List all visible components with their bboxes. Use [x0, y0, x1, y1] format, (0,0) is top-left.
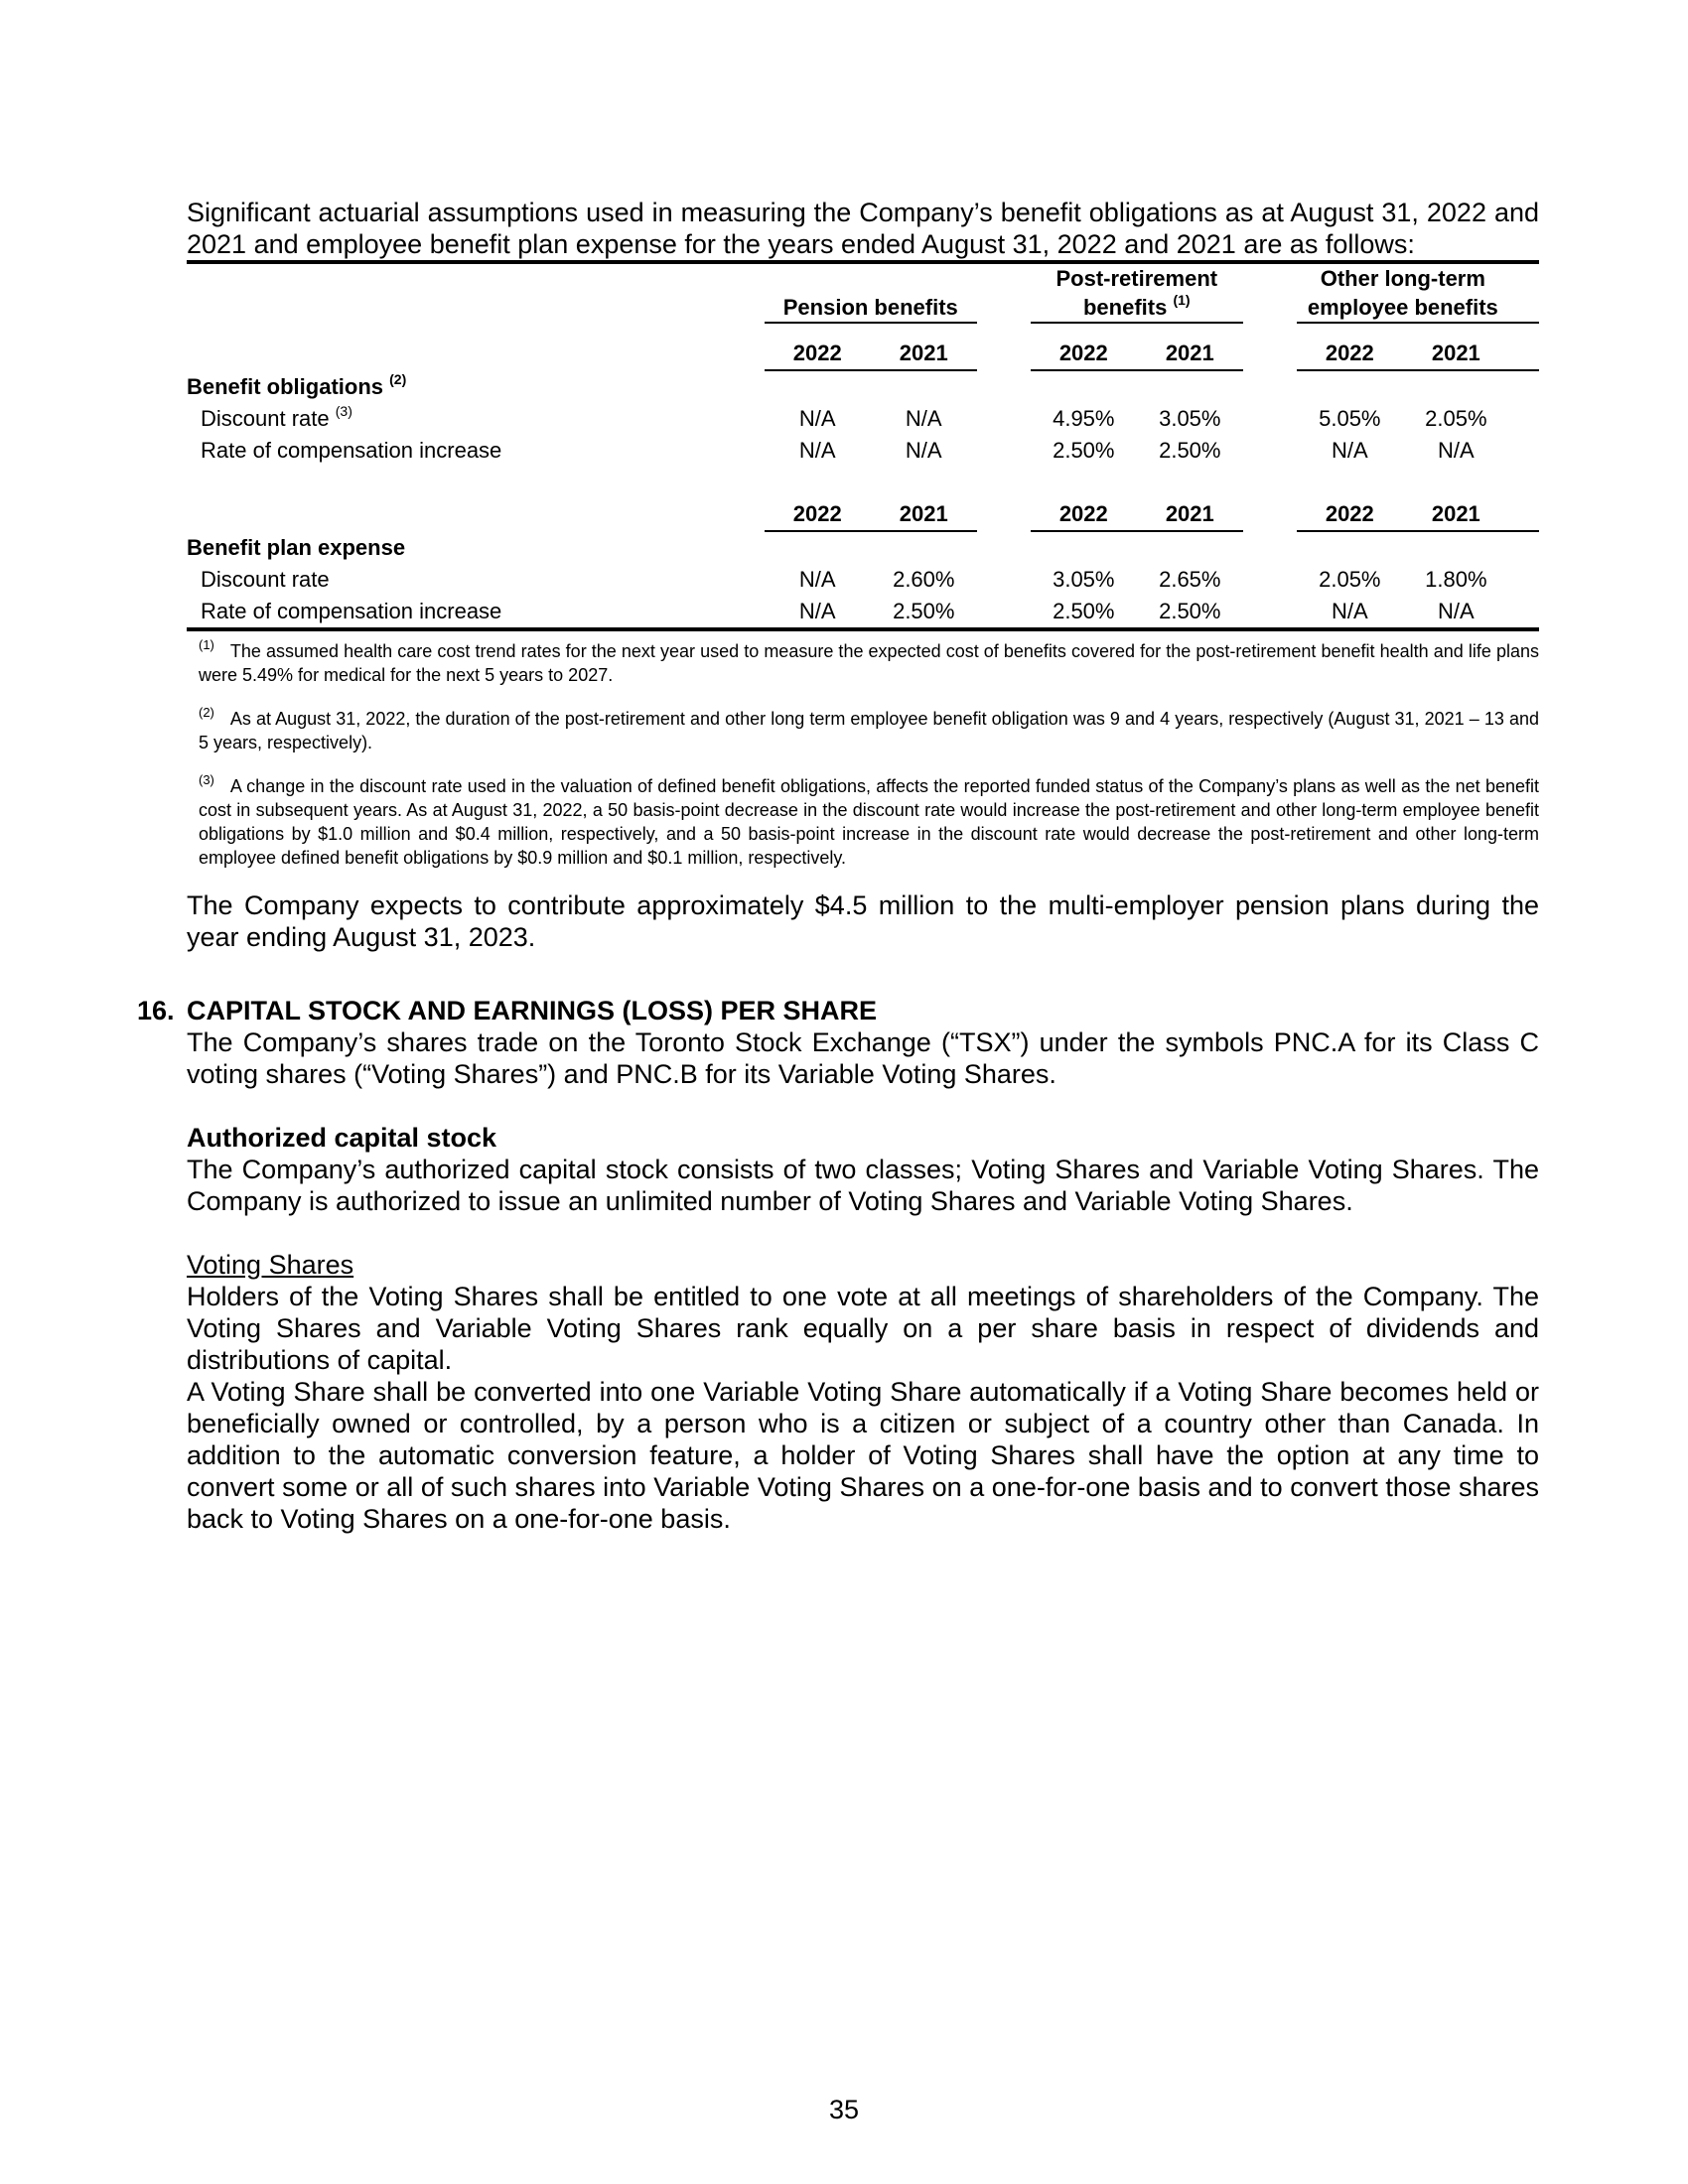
contribution-paragraph: The Company expects to contribute approximately $4.5 million to the multi-employer pension plans during the year ending August 31, 2023.: [187, 890, 1539, 952]
shares-trading-paragraph: The Company’s shares trade on the Toronto Stock Exchange (“TSX”) under the symbols PNC.A for its Class C voting shares (“Voting Shares”) and PNC.B for its Variable Voting Shares.: [187, 1027, 1539, 1089]
section-benefit-obligations: Benefit obligations $^{(2)}$: [187, 371, 407, 399]
authorized-capital-paragraph: The Company’s authorized capital stock consists of two classes; Voting Shares and Variable Voting Shares. The Company is authorized to issue an unlimited number of Voting Shares and Variable Voting Shares.: [187, 1155, 1539, 1216]
page-number: 35: [828, 2095, 860, 2124]
table-row: Discount rate N/A 2.60% 3.05% 2.65% 2.05% 1.80%: [201, 567, 1487, 592]
authorized-capital-heading: Authorized capital stock: [187, 1123, 497, 1153]
year-header-row: 2022 2021 2022 2021 2022 2021: [187, 498, 1539, 531]
footnote-2: $^{(2)}$ As at August 31, 2022, the duration of the post-retirement and other long term employee benefit obligation was 9 and 4 years, respectively (August 31, 2021 – 13 and 5 years, respectively).: [199, 705, 1539, 752]
group-other-long-term: Other long-term employee benefits: [1297, 262, 1509, 323]
table-footnotes: [187, 639, 1539, 870]
document-page: [137, 197, 1539, 1535]
year-header-row: 2022 2021 2022 2021 2022 2021: [187, 338, 1539, 370]
table-row: Rate of compensation increase N/A 2.50% 2.50% 2.50% N/A N/A: [201, 599, 1475, 623]
table-row: Rate of compensation increase N/A N/A 2.50% 2.50% N/A N/A: [201, 438, 1475, 463]
conversion-paragraph: A Voting Share shall be converted into one Variable Voting Share automatically if a Voting Share becomes held or beneficially owned or controlled, by a person who is a citizen or subject of a country other than Canada. In addition to the automatic conversion feature, a holder of Voting Shares shall have the option at any time to convert some or all of such shares into Variable Voting Shares on a one-for-one basis and to convert those shares back to Voting Shares on a one-for-one basis.: [187, 1377, 1539, 1534]
table-group-header-row: [187, 262, 1539, 323]
group-pension-benefits: Pension benefits: [765, 262, 977, 323]
voting-rights-paragraph: Holders of the Voting Shares shall be entitled to one vote at all meetings of shareholders of the Company. The Voting Shares and Variable Voting Shares rank equally on a per share basis in respect of dividends and distributions of capital.: [187, 1282, 1539, 1375]
actuarial-assumptions-table: [187, 260, 1539, 631]
voting-shares-heading: Voting Shares: [187, 1250, 354, 1280]
intro-paragraph: Significant actuarial assumptions used in measuring the Company’s benefit obligations as at August 31, 2022 and 2021 and employee benefit plan expense for the years ended August 31, 2022 and 2021 are as follows:: [187, 198, 1539, 259]
footnote-1: $^{(1)}$ The assumed health care cost trend rates for the next year used to measure the expected cost of benefits covered for the post-retirement benefit health and life plans were 5.49% for medical for the next 5 years to 2027.: [199, 637, 1539, 685]
section-benefit-plan-expense: Benefit plan expense: [187, 535, 406, 560]
section-heading: 16. CAPITAL STOCK AND EARNINGS (LOSS) PER SHARE: [137, 996, 878, 1025]
group-post-retirement: Post-retirement benefits $^{(1)}$: [1031, 262, 1243, 323]
table-row: Discount rate $^{(3)}$ N/A N/A 4.95% 3.05% 5.05% 2.05%: [201, 403, 1487, 431]
footnote-3: $^{(3)}$ A change in the discount rate used in the valuation of defined benefit obligations, affects the reported funded status of the Company’s plans as well as the net benefit cost in subsequent years. As at August 31, 2022, a 50 basis-point decrease in the discount rate would increase the post-retirement and other long-term employee benefit obligations by $1.0 million and $0.4 million, respectively, and a 50 basis-point increase in the discount rate would decrease the post-retirement and other long-term employee defined benefit obligations by $0.9 million and $0.1 million, respectively.: [199, 772, 1539, 868]
